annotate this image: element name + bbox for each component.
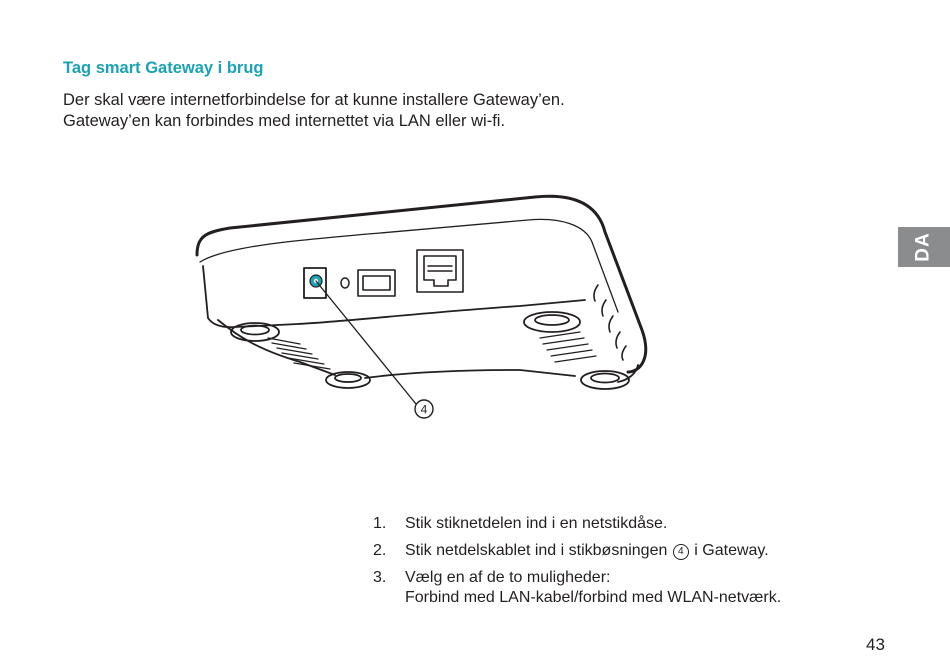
- page-number: 43: [866, 635, 885, 654]
- intro-paragraph: Der skal være internetforbindelse for at kunne installere Gateway’en. Gateway’en kan forbindes med internettet via LAN eller wi-fi.: [63, 91, 565, 130]
- step-text: Vælg en af de to muligheder:: [405, 569, 611, 586]
- callout-number: 4: [420, 402, 428, 417]
- power-jack: [304, 268, 326, 298]
- step-number: 1.: [373, 515, 387, 532]
- language-tab: [898, 227, 950, 267]
- step-number: 3.: [373, 569, 387, 586]
- step-text: Stik netdelskablet ind i stikbøsningen: [405, 542, 668, 559]
- language-tab-label: DA: [912, 232, 934, 262]
- steps-list: [373, 514, 893, 615]
- step-text: Stik stiknetdelen ind i en netstikdåse.: [405, 515, 668, 532]
- list-item: [373, 541, 893, 561]
- device-top-edge: [200, 219, 618, 312]
- list-item: [373, 568, 893, 608]
- step-text: Forbind med LAN-kabel/forbind med WLAN-netværk.: [405, 589, 782, 606]
- lan-port: [417, 250, 463, 292]
- step-text: i Gateway.: [694, 542, 769, 559]
- usb-port: [358, 270, 395, 296]
- step-number: 2.: [373, 542, 387, 559]
- list-item: [373, 514, 893, 534]
- reset-pinhole: [341, 278, 349, 288]
- gateway-device-illustration: [190, 190, 660, 430]
- reference-circle: 4: [673, 544, 689, 560]
- section-heading: Tag smart Gateway i brug: [63, 59, 264, 77]
